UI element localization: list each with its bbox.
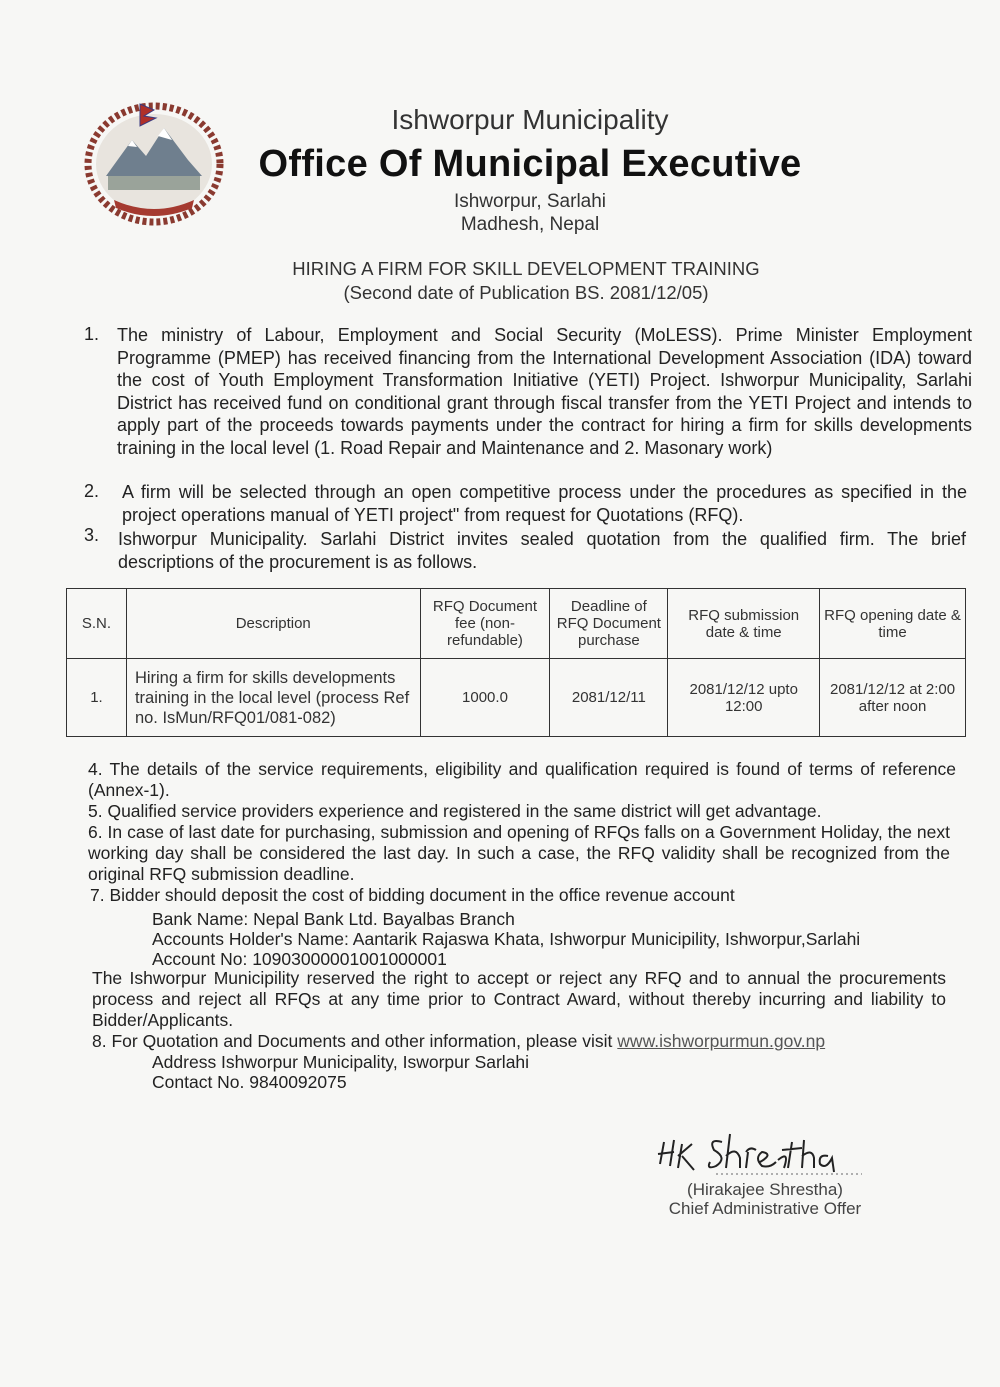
paragraph-1: The ministry of Labour, Employment and Social Security (MoLESS). Prime Minister Employment Programme (PMEP) has received financing from the International Development Association (IDA) toward the cost of Youth Employment Transformation Initiative (YETI) Project. Ishworpur Municipality, Sarlahi District has received fund on conditional grant through fiscal transfer from the YETI Project and intends to apply part of the proceeds towards payments under the contract for hiring a firm for skills developments training in the local level (1. Road Repair and Maintenance and 2. Masonary work) [117,325,972,458]
notice-title: HIRING A FIRM FOR SKILL DEVELOPMENT TRAINING [292,258,760,279]
cell-sn: 1. [67,659,127,737]
term-8-text: 8. For Quotation and Documents and other information, please visit [92,1031,618,1051]
address-line-2: Madhesh, Nepal [460,214,600,235]
header-opening: RFQ opening date & time [820,589,966,659]
signatory-title: Chief Administrative Offer [668,1199,862,1218]
contact-number: Contact No. 9840092075 [152,1072,347,1092]
publication-date: (Second date of Publication BS. 2081/12/05) [343,282,709,303]
term-8 [92,1031,952,1052]
cell-opening: 2081/12/12 at 2:00 after noon [820,659,966,737]
cell-description: Hiring a firm for skills developments training in the local level (process Ref no. IsMun/RFQ01/081-082) [126,659,420,737]
website-link[interactable]: www.ishworpurmun.gov.np [617,1031,826,1051]
procurement-table [66,588,966,737]
paragraph-number: 2. [84,481,100,501]
cell-rfq-fee: 1000.0 [420,659,550,737]
account-number: Account No: 10903000001001000001 [152,949,447,969]
paragraph-2: A firm will be selected through an open competitive process under the procedures as specified in the project operations manual of YETI project" from request for Quotations (RFQ). [122,482,967,525]
municipality-name: Ishworpur Municipality [391,104,669,135]
header-sn: S.N. [67,589,127,659]
header-submission: RFQ submission date & time [668,589,820,659]
account-holder: Accounts Holder's Name: Aantarik Rajaswa Khata, Ishworpur Municipility, Ishworpur,Sarlahi [152,929,861,949]
cell-submission: 2081/12/12 upto 12:00 [668,659,820,737]
term-4: 4. The details of the service requirements, eligibility and qualification required is found of terms of reference (Annex-1). [88,759,956,800]
paragraph-3: Ishworpur Municipality. Sarlahi District invites sealed quotation from the qualified firm. The brief descriptions of the procurement is as follows. [118,529,966,572]
reservation-clause: The Ishworpur Municipility reserved the right to accept or reject any RFQ and to annual the procurements process and reject all RFQs at any time prior to Contract Award, without thereby incurring and liability to Bidder/Applicants. [92,968,946,1030]
table-header-row [67,589,966,659]
bank-name: Bank Name: Nepal Bank Ltd. Bayalbas Branch [152,909,515,929]
header-description: Description [126,589,420,659]
paragraph-number: 1. [84,324,100,344]
header-deadline: Deadline of RFQ Document purchase [550,589,668,659]
office-title: Office Of Municipal Executive [258,143,802,185]
term-6: 6. In case of last date for purchasing, submission and opening of RFQs falls on a Government Holiday, the next working day shall be considered the last day. In such a case, the RFQ validity shall be recognized from the original RFQ submission deadline. [88,822,950,884]
term-5: 5. Qualified service providers experience and registered in the same district will get advantage. [88,801,822,821]
header-rfq-fee: RFQ Document fee (non-refundable) [420,589,550,659]
cell-deadline: 2081/12/11 [550,659,668,737]
signatory-name: (Hirakajee Shrestha) [687,1180,843,1199]
table-row [67,659,966,737]
office-address: Address Ishworpur Municipality, Isworpur Sarlahi [152,1052,530,1072]
handwritten-signature [652,1124,872,1180]
term-7: 7. Bidder should deposit the cost of bidding document in the office revenue account [90,885,735,905]
municipality-emblem [84,98,224,226]
address-line-1: Ishworpur, Sarlahi [453,191,607,212]
paragraph-number: 3. [84,525,100,545]
